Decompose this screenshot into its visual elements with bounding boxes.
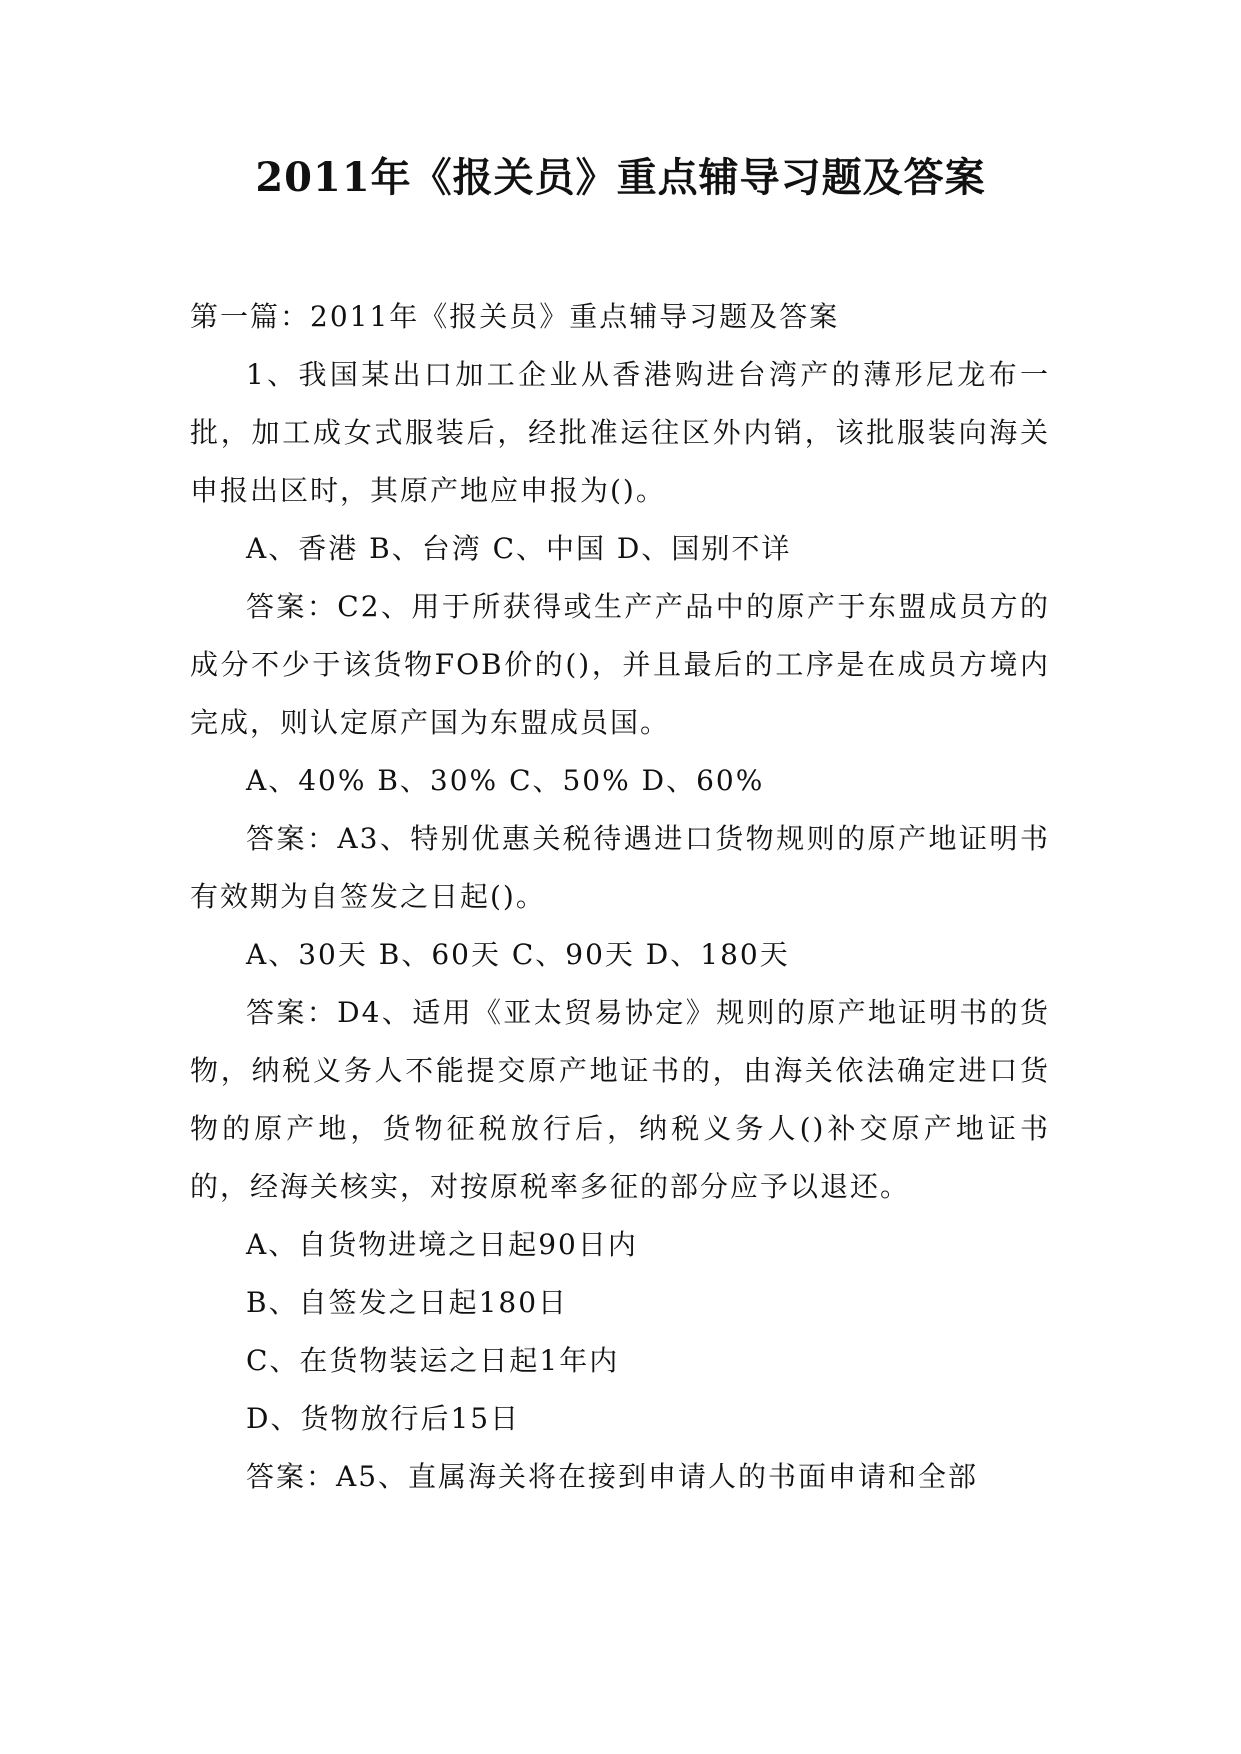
question-4-option-b: B、自签发之日起180日 [246,1286,569,1319]
question-1-options: A、香港 B、台湾 C、中国 D、国别不详 [246,532,792,565]
section-heading: 第一篇：2011年《报关员》重点辅导习题及答案 [190,300,840,333]
document-title: 2011年《报关员》重点辅导习题及答案 [255,154,986,201]
answer-4-question-5: 答案：A5、直属海关将在接到申请人的书面申请和全部 [246,1460,979,1493]
answer-2-question-3: 答案：A3、特别优惠关税待遇进口货物规则的原产地证明书有效期为自签发之日起()。 [190,822,1050,913]
answer-3-question-4: 答案：D4、适用《亚太贸易协定》规则的原产地证明书的货物，纳税义务人不能提交原产地证书的，由海关依法确定进口货物的原产地，货物征税放行后，纳税义务人()补交原产地证书的，经海关核实，对按原税率多征的部分应予以退还。 [190,996,1050,1203]
question-4-option-c: C、在货物装运之日起1年内 [246,1344,620,1377]
question-2-options: A、40% B、30% C、50% D、60% [246,764,765,797]
document-body [190,288,1050,1506]
question-4-option-a: A、自货物进境之日起90日内 [246,1228,638,1261]
question-1: 1、我国某出口加工企业从香港购进台湾产的薄形尼龙布一批，加工成女式服装后，经批准运往区外内销，该批服装向海关申报出区时，其原产地应申报为()。 [190,358,1050,507]
question-4-option-d: D、货物放行后15日 [246,1402,521,1435]
question-3-options: A、30天 B、60天 C、90天 D、180天 [246,938,790,971]
answer-1-question-2: 答案：C2、用于所获得或生产产品中的原产于东盟成员方的成分不少于该货物FOB价的()，并且最后的工序是在成员方境内完成，则认定原产国为东盟成员国。 [190,590,1050,739]
